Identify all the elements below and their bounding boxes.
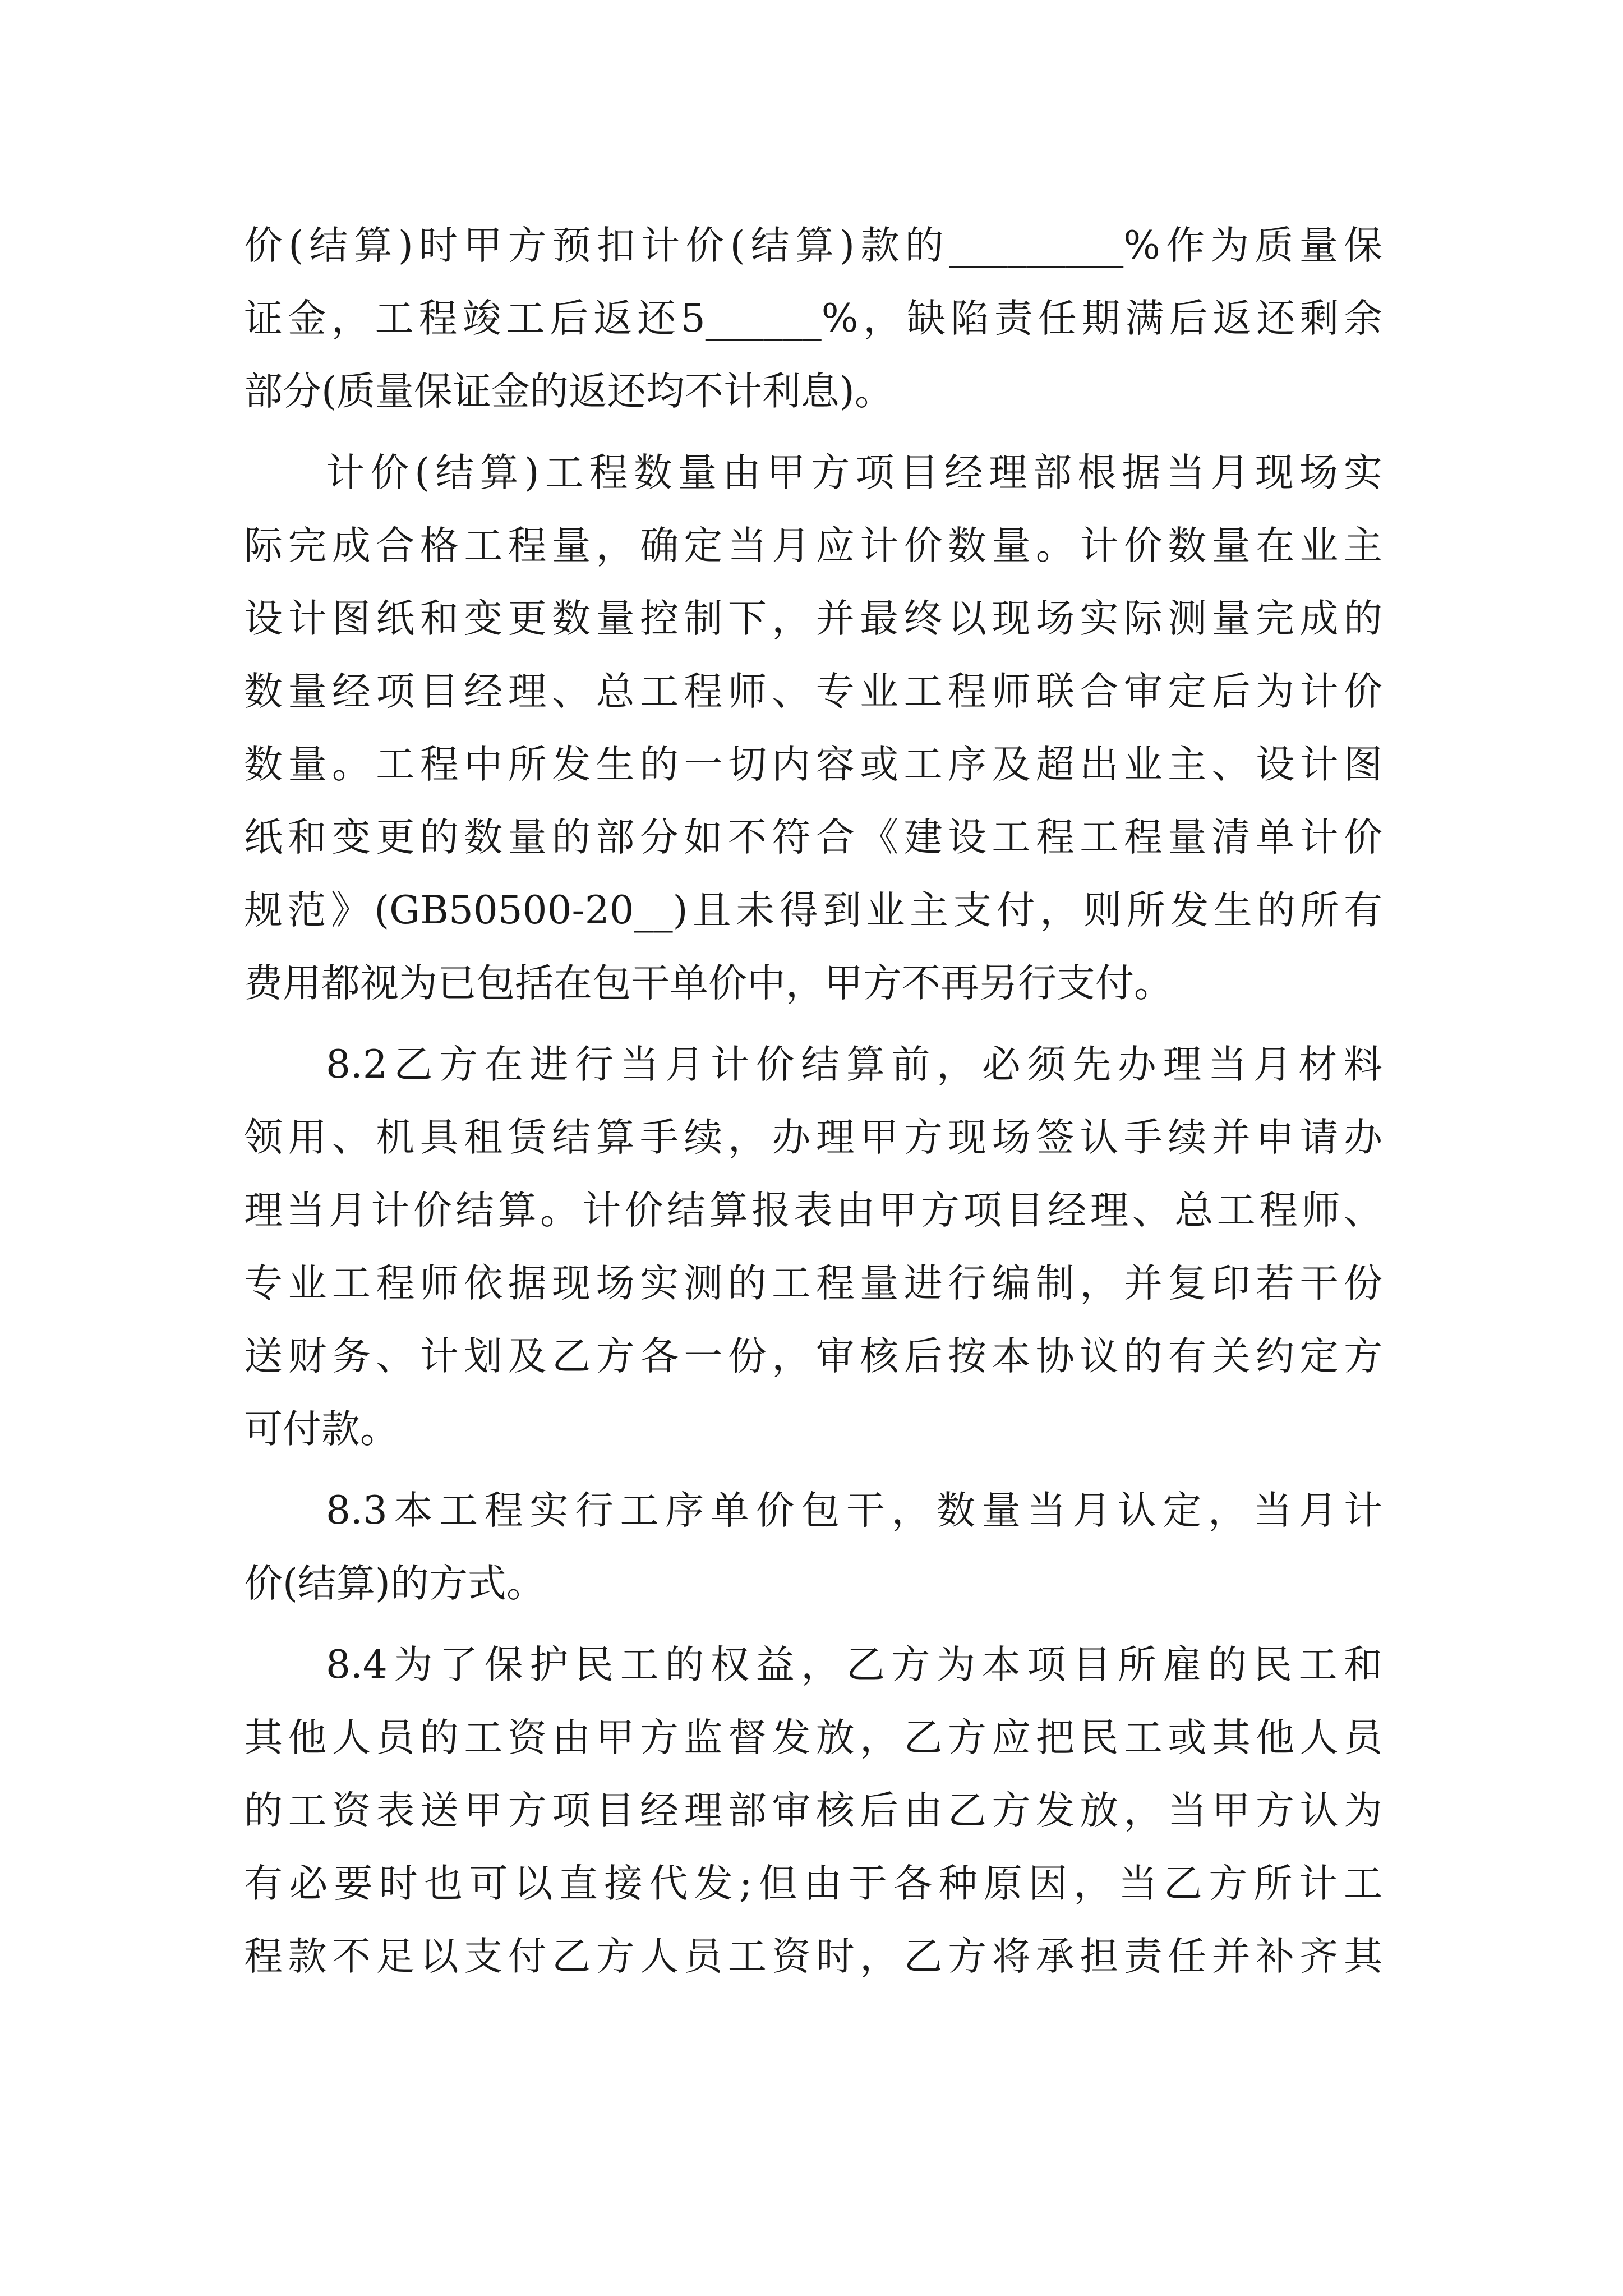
text-line-16: 送财务、计划及乙方各一份，审核后按本协议的有关约定方: [244, 1334, 1382, 1379]
text-line-6: 设计图纸和变更数量控制下，并最终以现场实际测量完成的: [244, 596, 1382, 641]
text-line-24: 程款不足以支付乙方人员工资时，乙方将承担责任并补齐其: [244, 1934, 1382, 1979]
text-line-12: 8.2乙方在进行当月计价结算前，必须先办理当月材料: [326, 1042, 1382, 1087]
text-line-9: 纸和变更的数量的部分如不符合《建设工程工程量清单计价: [244, 815, 1382, 860]
text-line-13: 领用、机具租赁结算手续，办理甲方现场签认手续并申请办: [244, 1115, 1382, 1160]
text-line-18: 8.3本工程实行工序单价包干，数量当月认定，当月计: [326, 1488, 1382, 1533]
text-line-23: 有必要时也可以直接代发;但由于各种原因，当乙方所计工: [244, 1861, 1382, 1906]
text-line-5: 际完成合格工程量，确定当月应计价数量。计价数量在业主: [244, 523, 1382, 568]
text-line-17: 可付款。: [244, 1407, 399, 1452]
text-line-21: 其他人员的工资由甲方监督发放，乙方应把民工或其他人员: [244, 1715, 1382, 1760]
text-line-14: 理当月计价结算。计价结算报表由甲方项目经理、总工程师、: [244, 1188, 1382, 1233]
text-line-15: 专业工程师依据现场实测的工程量进行编制，并复印若干份: [244, 1261, 1382, 1306]
text-line-10: 规范》(GB50500-20__)且未得到业主支付，则所发生的所有: [244, 888, 1382, 933]
text-line-20: 8.4为了保护民工的权益，乙方为本项目所雇的民工和: [326, 1642, 1382, 1687]
text-line-11: 费用都视为已包括在包干单价中，甲方不再另行支付。: [244, 961, 1173, 1006]
text-line-1: 价(结算)时甲方预扣计价(结算)款的_________%作为质量保: [244, 223, 1382, 268]
text-line-22: 的工资表送甲方项目经理部审核后由乙方发放，当甲方认为: [244, 1788, 1382, 1833]
text-line-8: 数量。工程中所发生的一切内容或工序及超出业主、设计图: [244, 742, 1382, 787]
text-line-4: 计价(结算)工程数量由甲方项目经理部根据当月现场实: [326, 450, 1382, 495]
text-line-2: 证金，工程竣工后返还5______%，缺陷责任期满后返还剩余: [244, 296, 1382, 341]
text-line-19: 价(结算)的方式。: [244, 1561, 545, 1606]
text-line-3: 部分(质量保证金的返还均不计利息)。: [244, 369, 893, 414]
text-line-7: 数量经项目经理、总工程师、专业工程师联合审定后为计价: [244, 669, 1382, 714]
